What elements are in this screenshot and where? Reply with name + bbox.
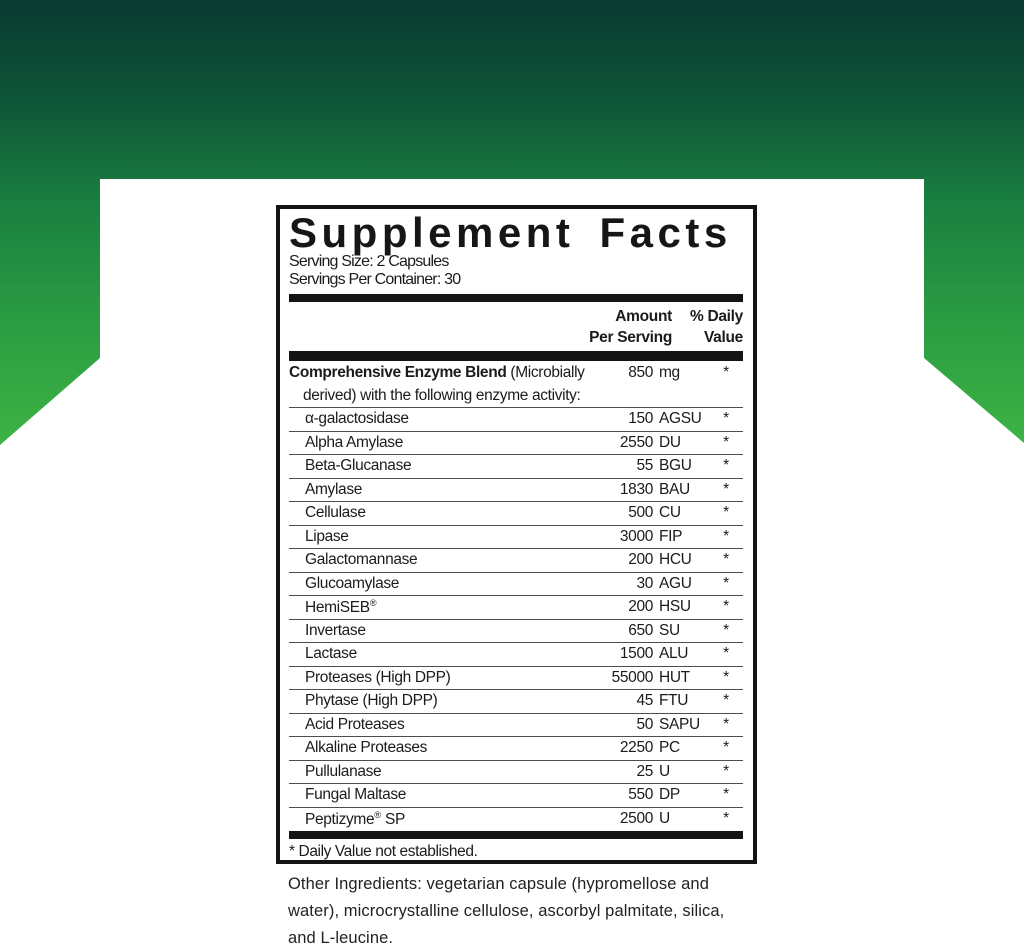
- enzyme-daily-value: *: [723, 668, 729, 686]
- enzyme-row: [289, 549, 743, 573]
- enzyme-row: [289, 690, 743, 714]
- blend-row: [289, 361, 743, 408]
- blend-daily-value: *: [723, 364, 729, 381]
- enzyme-amount-unit: DP: [659, 786, 680, 804]
- supplement-facts-title: Supplement Facts: [289, 209, 732, 256]
- enzyme-amount-value: 1830: [619, 480, 653, 498]
- enzyme-amount-value: 45: [636, 692, 653, 710]
- enzyme-amount-value: 1500: [619, 645, 653, 663]
- enzyme-row: [289, 596, 743, 620]
- daily-value-header-line1: % Daily: [689, 308, 743, 325]
- enzyme-name: Acid Proteases: [305, 715, 405, 733]
- servings-per-container-text: Servings Per Container: 30: [289, 271, 461, 288]
- enzyme-row: [289, 620, 743, 644]
- blend-name-bold: Comprehensive Enzyme Blend: [289, 364, 507, 381]
- enzyme-daily-value: *: [723, 457, 729, 475]
- divider-bar-thick: [289, 351, 743, 361]
- enzyme-daily-value: *: [723, 621, 729, 639]
- blend-name-rest: (Microbially: [506, 364, 585, 381]
- enzyme-amount-value: 2250: [619, 739, 653, 757]
- enzyme-amount-value: 3000: [619, 527, 653, 545]
- enzyme-amount-unit: AGSU: [659, 410, 702, 428]
- blend-name-line1: [289, 361, 585, 384]
- enzyme-name: Beta-Glucanase: [305, 457, 412, 475]
- enzyme-row: [289, 808, 743, 832]
- enzyme-row: [289, 455, 743, 479]
- serving-size-text: Serving Size: 2 Capsules: [289, 253, 449, 270]
- enzyme-daily-value: *: [723, 410, 729, 428]
- enzyme-daily-value: *: [723, 762, 729, 780]
- divider-bar-top: [289, 294, 743, 302]
- daily-value-column-header: [672, 306, 743, 348]
- enzyme-daily-value: *: [723, 645, 729, 663]
- enzyme-amount-unit: ALU: [659, 645, 689, 663]
- enzyme-row: [289, 408, 743, 432]
- enzyme-amount-value: 30: [636, 574, 653, 592]
- enzyme-row: [289, 479, 743, 503]
- enzyme-daily-value: *: [723, 692, 729, 710]
- enzyme-amount-unit: U: [659, 762, 670, 780]
- enzyme-amount-value: 2500: [619, 810, 653, 828]
- enzyme-name: Lipase: [305, 527, 349, 545]
- enzyme-amount-unit: HSU: [659, 598, 691, 616]
- enzyme-name: Lactase: [305, 645, 357, 663]
- enzyme-amount-unit: DU: [659, 433, 681, 451]
- enzyme-amount-unit: CU: [659, 504, 681, 522]
- enzyme-name: Alkaline Proteases: [305, 739, 428, 757]
- enzyme-amount-unit: HUT: [659, 668, 690, 686]
- column-headers: [289, 302, 743, 351]
- enzyme-amount-value: 2550: [619, 433, 653, 451]
- enzyme-name: Glucoamylase: [305, 574, 400, 592]
- enzyme-table: [289, 361, 743, 831]
- enzyme-name: Galactomannase: [305, 551, 418, 569]
- amount-header-line2: Per Serving: [589, 329, 672, 346]
- enzyme-daily-value: *: [723, 480, 729, 498]
- enzyme-amount-unit: PC: [659, 739, 680, 757]
- enzyme-row: [289, 714, 743, 738]
- enzyme-row: [289, 502, 743, 526]
- enzyme-daily-value: *: [723, 433, 729, 451]
- enzyme-amount-value: 650: [628, 621, 653, 639]
- enzyme-amount-unit: SU: [659, 621, 680, 639]
- enzyme-amount-unit: SAPU: [659, 715, 700, 733]
- enzyme-row: [289, 432, 743, 456]
- supplement-facts-panel: [276, 205, 757, 864]
- enzyme-name: α-galactosidase: [305, 410, 409, 428]
- other-ingredients-line3: and L-leucine.: [288, 929, 394, 947]
- enzyme-row: [289, 761, 743, 785]
- daily-value-footnote: * Daily Value not established.: [289, 843, 478, 860]
- enzyme-amount-value: 55: [636, 457, 653, 475]
- amount-column-header: [589, 306, 672, 348]
- enzyme-name: Phytase (High DPP): [305, 692, 438, 710]
- enzyme-amount-value: 500: [628, 504, 653, 522]
- enzyme-amount-value: 50: [636, 715, 653, 733]
- enzyme-amount-unit: AGU: [659, 574, 692, 592]
- enzyme-amount-value: 200: [628, 598, 653, 616]
- enzyme-row: [289, 784, 743, 808]
- blend-amount-unit: mg: [659, 364, 680, 381]
- enzyme-amount-unit: BGU: [659, 457, 692, 475]
- other-ingredients-line1: Other Ingredients: vegetarian capsule (hypromellose and: [288, 875, 709, 893]
- enzyme-daily-value: *: [723, 598, 729, 616]
- enzyme-name: Alpha Amylase: [305, 433, 403, 451]
- enzyme-amount-value: 150: [628, 410, 653, 428]
- enzyme-amount-unit: FIP: [659, 527, 683, 545]
- enzyme-amount-value: 200: [628, 551, 653, 569]
- enzyme-row: [289, 573, 743, 597]
- enzyme-row: [289, 526, 743, 550]
- enzyme-amount-unit: U: [659, 810, 670, 828]
- enzyme-name: Invertase: [305, 621, 366, 639]
- amount-header-line1: Amount: [615, 308, 672, 325]
- daily-value-header-line2: Value: [704, 329, 743, 346]
- enzyme-daily-value: *: [723, 786, 729, 804]
- enzyme-name: Amylase: [305, 480, 362, 498]
- enzyme-amount-unit: HCU: [659, 551, 692, 569]
- blend-name: [289, 361, 585, 407]
- enzyme-name: Peptizyme® SP: [305, 809, 406, 828]
- enzyme-amount-value: 25: [636, 762, 653, 780]
- enzyme-name: Proteases (High DPP): [305, 668, 451, 686]
- blend-name-line2: derived) with the following enzyme activity:: [303, 387, 581, 404]
- enzyme-daily-value: *: [723, 527, 729, 545]
- blend-amount-value: 850: [628, 364, 653, 381]
- enzyme-daily-value: *: [723, 739, 729, 757]
- enzyme-amount-unit: BAU: [659, 480, 690, 498]
- enzyme-daily-value: *: [723, 715, 729, 733]
- enzyme-daily-value: *: [723, 504, 729, 522]
- enzyme-amount-value: 550: [628, 786, 653, 804]
- enzyme-daily-value: *: [723, 574, 729, 592]
- enzyme-name: HemiSEB®: [305, 597, 377, 616]
- enzyme-daily-value: *: [723, 810, 729, 828]
- enzyme-name: Pullulanase: [305, 762, 382, 780]
- enzyme-name: Fungal Maltase: [305, 786, 407, 804]
- divider-bar-bottom: [289, 831, 743, 839]
- enzyme-row: [289, 643, 743, 667]
- enzyme-row: [289, 737, 743, 761]
- enzyme-row: [289, 667, 743, 691]
- enzyme-amount-value: 55000: [611, 668, 653, 686]
- other-ingredients-line2: water), microcrystalline cellulose, ascorbyl palmitate, silica,: [288, 902, 725, 920]
- enzyme-amount-unit: FTU: [659, 692, 689, 710]
- enzyme-name: Cellulase: [305, 504, 366, 522]
- other-ingredients-text: [288, 871, 724, 952]
- enzyme-daily-value: *: [723, 551, 729, 569]
